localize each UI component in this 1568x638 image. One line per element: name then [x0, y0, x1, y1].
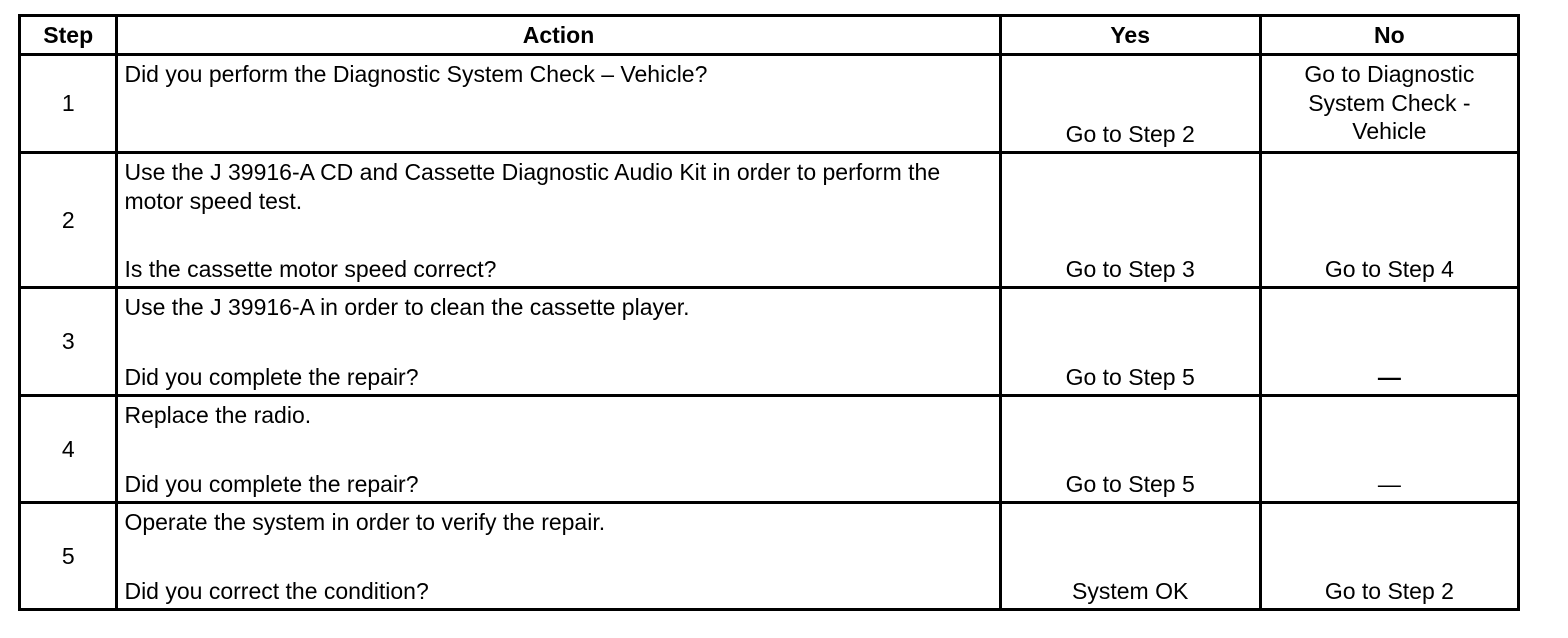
- action-cell: [117, 503, 1000, 610]
- no-link[interactable]: Go to Step 4: [1324, 256, 1454, 282]
- step-number: 3: [20, 288, 117, 396]
- step-number: 5: [20, 503, 117, 610]
- step-number: 2: [20, 153, 117, 288]
- header-action: Action: [117, 16, 1000, 55]
- yes-cell: [1000, 288, 1260, 396]
- action-question: Is the cassette motor speed correct?: [124, 256, 497, 282]
- yes-link[interactable]: Go to Step 2: [1065, 121, 1195, 147]
- action-text: Operate the system in order to verify the repair.: [124, 509, 606, 535]
- table-row: [20, 288, 1519, 396]
- yes-cell: [1000, 55, 1260, 153]
- yes-link[interactable]: Go to Step 3: [1065, 256, 1195, 282]
- no-dash: —: [1377, 471, 1401, 497]
- no-cell: [1260, 396, 1518, 503]
- no-cell: [1260, 503, 1518, 610]
- table-row: [20, 396, 1519, 503]
- diagnostic-table: [18, 14, 1520, 611]
- action-cell: [117, 288, 1000, 396]
- yes-cell: [1000, 153, 1260, 288]
- no-link[interactable]: Go to Diagnostic System Check - Vehicle: [1304, 61, 1475, 144]
- no-link[interactable]: Go to Step 2: [1324, 578, 1454, 604]
- action-question: Did you correct the condition?: [124, 578, 429, 604]
- yes-cell: [1000, 396, 1260, 503]
- no-cell: [1260, 288, 1518, 396]
- action-cell: [117, 396, 1000, 503]
- table-row: [20, 153, 1519, 288]
- action-text: Did you perform the Diagnostic System Check – Vehicle?: [124, 61, 708, 87]
- step-number: 4: [20, 396, 117, 503]
- action-question: Did you complete the repair?: [124, 471, 419, 497]
- table-row: [20, 503, 1519, 610]
- action-cell: [117, 55, 1000, 153]
- yes-link[interactable]: System OK: [1072, 578, 1189, 604]
- yes-link[interactable]: Go to Step 5: [1065, 471, 1195, 497]
- action-cell: [117, 153, 1000, 288]
- table-row: [20, 55, 1519, 153]
- header-no: No: [1260, 16, 1518, 55]
- table-header-row: [20, 16, 1519, 55]
- action-text: Use the J 39916-A in order to clean the cassette player.: [124, 294, 690, 320]
- diagnostic-table-container: [18, 14, 1520, 611]
- yes-cell: [1000, 503, 1260, 610]
- yes-link[interactable]: Go to Step 5: [1065, 364, 1195, 390]
- no-cell: [1260, 153, 1518, 288]
- header-step: Step: [20, 16, 117, 55]
- action-question: Did you complete the repair?: [124, 364, 419, 390]
- header-yes: Yes: [1000, 16, 1260, 55]
- action-text: Replace the radio.: [124, 402, 312, 428]
- no-dash: —: [1377, 364, 1401, 390]
- no-cell: [1260, 55, 1518, 153]
- step-number: 1: [20, 55, 117, 153]
- action-text: Use the J 39916-A CD and Cassette Diagnostic Audio Kit in order to perform the motor speed test.: [124, 159, 941, 214]
